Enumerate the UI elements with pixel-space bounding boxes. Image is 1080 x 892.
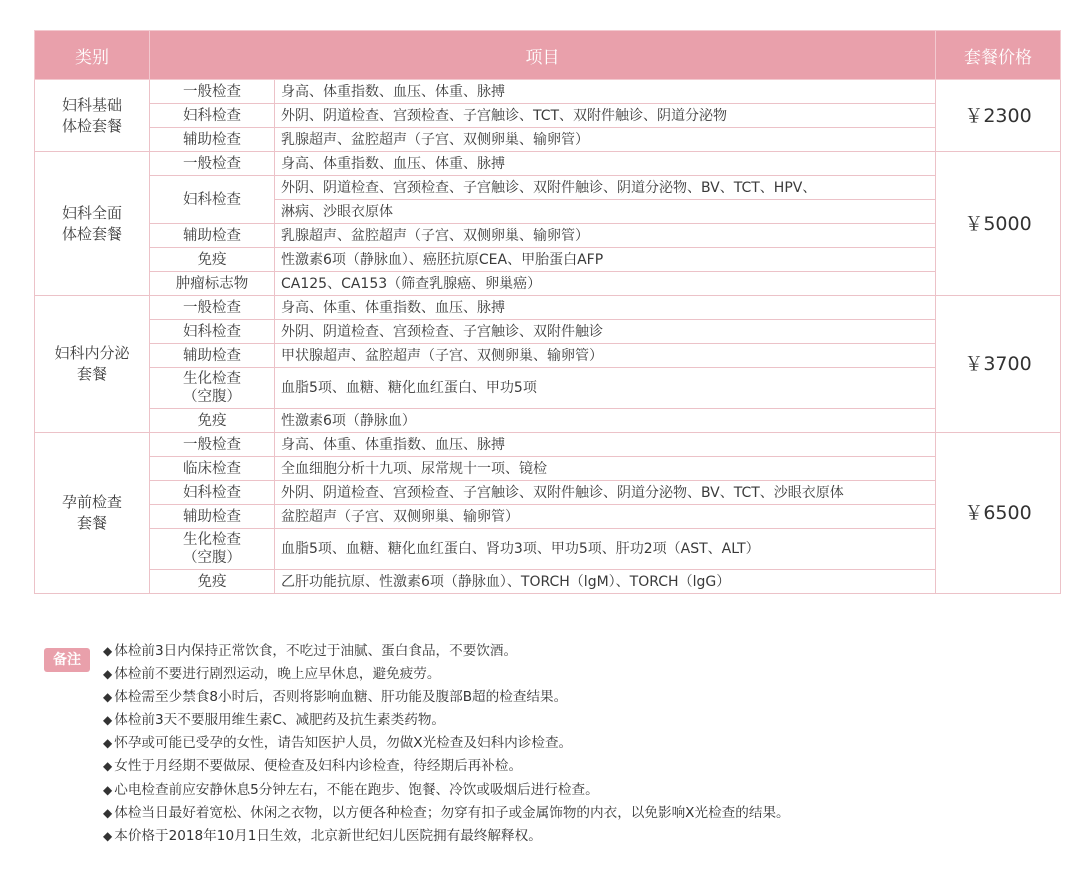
package-name-cell xyxy=(35,152,150,296)
table-row xyxy=(35,457,1061,481)
exam-type-cell xyxy=(150,128,275,152)
table-row xyxy=(35,570,1061,594)
exam-type-label: 辅助检查 xyxy=(183,227,241,244)
exam-type-label: 肿瘤标志物 xyxy=(175,275,249,292)
note-item: ◆ 怀孕或可能已受孕的女性，请告知医护人员，勿做X光检查及妇科内诊检查。 xyxy=(103,732,790,755)
exam-type-label: （空腹） xyxy=(183,550,241,566)
exam-type-label: 免疫 xyxy=(197,573,227,590)
exam-type-label: 辅助检查 xyxy=(183,508,241,525)
table-row xyxy=(35,529,1061,570)
exam-type-cell xyxy=(150,104,275,128)
exam-type-cell xyxy=(150,224,275,248)
exam-items-cell: 全血细胞分析十九项、尿常规十一项、镜检 xyxy=(275,457,936,481)
table-row xyxy=(35,320,1061,344)
table-body xyxy=(35,80,1061,594)
exam-type-label: 妇科检查 xyxy=(183,323,241,340)
note-item: ◆ 体检需至少禁食8小时后，否则将影响血糖、肝功能及腹部B超的检查结果。 xyxy=(103,686,790,709)
exam-type-cell xyxy=(150,409,275,433)
exam-type-cell xyxy=(150,433,275,457)
exam-items-cell: 外阴、阴道检查、宫颈检查、子宫触诊、TCT、双附件触诊、阴道分泌物 xyxy=(275,104,936,128)
note-item: ◆ 体检前3日内保持正常饮食，不吃过于油腻、蛋白食品，不要饮酒。 xyxy=(103,640,790,663)
exam-type-label: 妇科检查 xyxy=(183,107,241,124)
package-name-cell xyxy=(35,296,150,433)
note-item: ◆ 体检前不要进行剧烈运动，晚上应早休息，避免疲劳。 xyxy=(103,663,790,686)
exam-type-label: 一般检查 xyxy=(183,436,241,453)
table-row xyxy=(35,296,1061,320)
exam-type-cell xyxy=(150,152,275,176)
package-name-line: 孕前检查 xyxy=(61,493,122,511)
exam-items-cell: 淋病、沙眼衣原体 xyxy=(275,200,936,224)
table-row xyxy=(35,176,1061,200)
exam-type-label: 一般检查 xyxy=(183,83,241,100)
exam-items-cell: 身高、体重指数、血压、体重、脉搏 xyxy=(275,152,936,176)
exam-type-cell xyxy=(150,296,275,320)
exam-type-cell xyxy=(150,176,275,224)
exam-items-cell: 乙肝功能抗原、性激素6项（静脉血）、TORCH（lgM）、TORCH（lgG） xyxy=(275,570,936,594)
exam-items-cell: 外阴、阴道检查、宫颈检查、子宫触诊、双附件触诊、阴道分泌物、BV、TCT、HPV、 xyxy=(275,176,936,200)
exam-type-cell xyxy=(150,570,275,594)
exam-type-label: 妇科检查 xyxy=(183,484,241,501)
package-price: ￥3700 xyxy=(936,296,1061,433)
package-name-line: 妇科内分泌 xyxy=(54,344,130,362)
exam-type-label: （空腹） xyxy=(183,389,241,405)
exam-type-cell xyxy=(150,344,275,368)
table-row xyxy=(35,433,1061,457)
package-name-line: 妇科基础 xyxy=(61,95,122,114)
exam-type-label: 免疫 xyxy=(197,251,227,268)
exam-items-cell: 乳腺超声、盆腔超声（子宫、双侧卵巢、输卵管） xyxy=(275,128,936,152)
exam-items-cell: 性激素6项（静脉血）、癌胚抗原CEA、甲胎蛋白AFP xyxy=(275,248,936,272)
package-price: ￥5000 xyxy=(936,152,1061,296)
exam-items-cell: 外阴、阴道检查、宫颈检查、子宫触诊、双附件触诊 xyxy=(275,320,936,344)
package-price: ￥6500 xyxy=(936,433,1061,594)
table-row xyxy=(35,505,1061,529)
table-row xyxy=(35,248,1061,272)
header-price: 套餐价格 xyxy=(936,31,1061,80)
exam-type-cell xyxy=(150,529,275,570)
exam-type-cell xyxy=(150,272,275,296)
package-name-line: 体检套餐 xyxy=(61,116,122,135)
table-row xyxy=(35,80,1061,104)
package-name-line: 套餐 xyxy=(76,514,107,532)
exam-items-cell: 外阴、阴道检查、宫颈检查、子宫触诊、双附件触诊、阴道分泌物、BV、TCT、沙眼衣原体 xyxy=(275,481,936,505)
table-row xyxy=(35,128,1061,152)
exam-type-label: 一般检查 xyxy=(183,155,241,172)
table-row xyxy=(35,152,1061,176)
note-item: ◆ 体检当日最好着宽松、休闲之衣物，以方便各种检查；勿穿有扣子或金属饰物的内衣，以免影响X光检查的结果。 xyxy=(103,802,790,825)
notes-list xyxy=(103,640,790,848)
table-row xyxy=(35,104,1061,128)
note-item: ◆ 女性于月经期不要做尿、便检查及妇科内诊检查，待经期后再补检。 xyxy=(103,755,790,778)
table-row xyxy=(35,224,1061,248)
note-item: ◆ 心电检查前应安静休息5分钟左右，不能在跑步、饱餐、冷饮或吸烟后进行检查。 xyxy=(103,779,790,802)
exam-type-label: 一般检查 xyxy=(183,299,241,316)
note-item: ◆ 本价格于2018年10月1日生效，北京新世纪妇儿医院拥有最终解释权。 xyxy=(103,825,790,848)
package-name-line: 套餐 xyxy=(76,365,107,383)
package-name-line: 妇科全面 xyxy=(61,203,122,222)
exam-items-cell: 身高、体重、体重指数、血压、脉搏 xyxy=(275,433,936,457)
exam-type-cell xyxy=(150,457,275,481)
package-price-table xyxy=(34,30,1061,594)
exam-type-cell xyxy=(150,248,275,272)
exam-type-label: 生化检查 xyxy=(183,371,241,387)
table-row xyxy=(35,344,1061,368)
table-row xyxy=(35,409,1061,433)
table-row xyxy=(35,481,1061,505)
package-price: ￥2300 xyxy=(936,80,1061,152)
exam-items-cell: 身高、体重、体重指数、血压、脉搏 xyxy=(275,296,936,320)
exam-type-label: 妇科检查 xyxy=(183,191,241,208)
exam-items-cell: 身高、体重指数、血压、体重、脉搏 xyxy=(275,80,936,104)
exam-type-cell xyxy=(150,320,275,344)
exam-type-cell xyxy=(150,505,275,529)
package-name-cell xyxy=(35,433,150,594)
exam-type-cell xyxy=(150,481,275,505)
exam-items-cell: CA125、CA153（筛查乳腺癌、卵巢癌） xyxy=(275,272,936,296)
table-row xyxy=(35,368,1061,409)
exam-type-label: 生化检查 xyxy=(183,532,241,548)
exam-items-cell: 甲状腺超声、盆腔超声（子宫、双侧卵巢、输卵管） xyxy=(275,344,936,368)
package-name-cell xyxy=(35,80,150,152)
table-header-row xyxy=(35,31,1061,80)
notes-badge: 备注 xyxy=(44,648,90,672)
exam-type-label: 免疫 xyxy=(197,412,227,429)
exam-type-label: 辅助检查 xyxy=(183,131,241,148)
note-item: ◆ 体检前3天不要服用维生素C、减肥药及抗生素类药物。 xyxy=(103,709,790,732)
exam-type-label: 辅助检查 xyxy=(183,347,241,364)
exam-items-cell: 乳腺超声、盆腔超声（子宫、双侧卵巢、输卵管） xyxy=(275,224,936,248)
exam-items-cell: 盆腔超声（子宫、双侧卵巢、输卵管） xyxy=(275,505,936,529)
exam-type-label: 临床检查 xyxy=(183,460,241,477)
package-name-line: 体检套餐 xyxy=(61,224,122,243)
exam-items-cell: 血脂5项、血糖、糖化血红蛋白、肾功3项、甲功5项、肝功2项（AST、ALT） xyxy=(275,529,936,570)
exam-items-cell: 性激素6项（静脉血） xyxy=(275,409,936,433)
header-items: 项目 xyxy=(150,31,936,80)
exam-items-cell: 血脂5项、血糖、糖化血红蛋白、甲功5项 xyxy=(275,368,936,409)
table-row xyxy=(35,272,1061,296)
header-category: 类别 xyxy=(35,31,150,80)
exam-type-cell xyxy=(150,80,275,104)
exam-type-cell xyxy=(150,368,275,409)
